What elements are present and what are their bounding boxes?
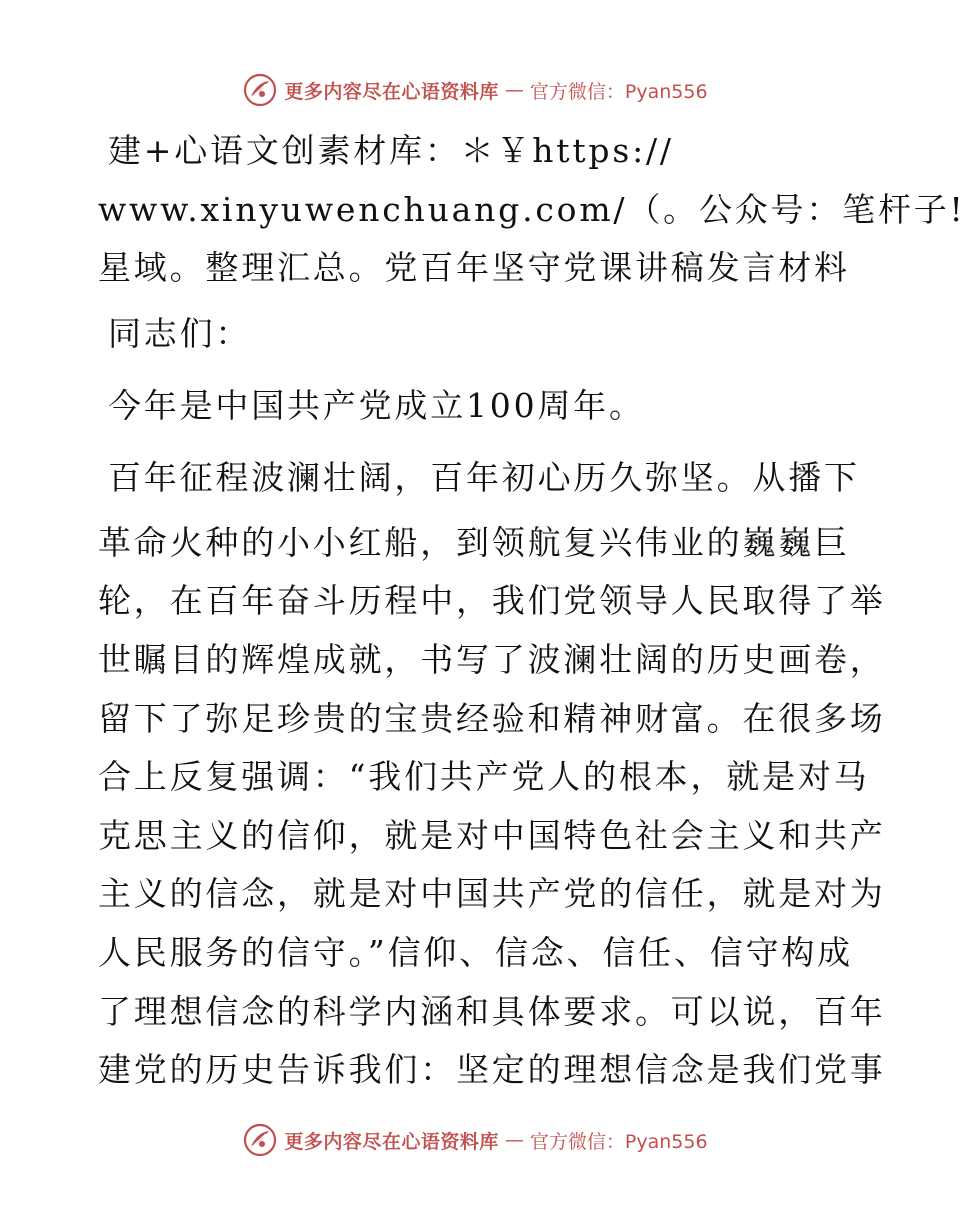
intro-paragraph: 今年是中国共产党成立100周年。	[108, 385, 645, 425]
body-line: 百年征程波澜壮阔，百年初心历久弥坚。从播下	[108, 457, 860, 497]
document-body	[98, 122, 966, 1100]
pen-logo-icon	[242, 1122, 278, 1158]
body-line: 世瞩目的辉煌成就，书写了波澜壮阔的历史画卷，	[98, 639, 886, 679]
footer-banner	[0, 1120, 950, 1160]
salutation: 同志们：	[108, 313, 252, 353]
banner-contact: 官方微信：Pyan556	[529, 1130, 708, 1153]
body-line: 轮，在百年奋斗历程中，我们党领导人民取得了举	[98, 581, 886, 621]
body-line: 克思主义的信仰，就是对中国特色社会主义和共产	[98, 815, 886, 855]
body-line: 了理想信念的科学内涵和具体要求。可以说，百年	[98, 991, 886, 1031]
body-line: 留下了弥足珍贵的宝贵经验和精神财富。在很多场	[98, 698, 886, 738]
header-line: 建+心语文创素材库：＊￥https://	[108, 131, 674, 170]
header-line: 星域。整理汇总。党百年坚守党课讲稿发言材料	[98, 248, 850, 288]
body-line: 人民服务的信守。”信仰、信念、信任、信守构成	[98, 932, 853, 972]
banner-separator: —	[504, 1129, 524, 1151]
banner-title: 更多内容尽在心语资料库	[284, 1130, 499, 1153]
body-line: 革命火种的小小红船，到领航复兴伟业的巍巍巨	[98, 522, 850, 562]
body-line: 合上反复强调：“我们共产党人的根本，就是对马	[98, 757, 870, 797]
body-line: 建党的历史告诉我们：坚定的理想信念是我们党事	[98, 1050, 886, 1090]
banner-title: 更多内容尽在心语资料库	[284, 80, 499, 103]
header-line: www.xinyuwenchuang.com/（。公众号：笔杆子!	[98, 189, 966, 229]
body-line: 主义的信念，就是对中国共产党的信任，就是对为	[98, 874, 886, 914]
header-banner	[0, 70, 950, 110]
banner-separator: —	[504, 79, 524, 101]
banner-contact: 官方微信：Pyan556	[529, 80, 708, 103]
pen-logo-icon	[242, 72, 278, 108]
